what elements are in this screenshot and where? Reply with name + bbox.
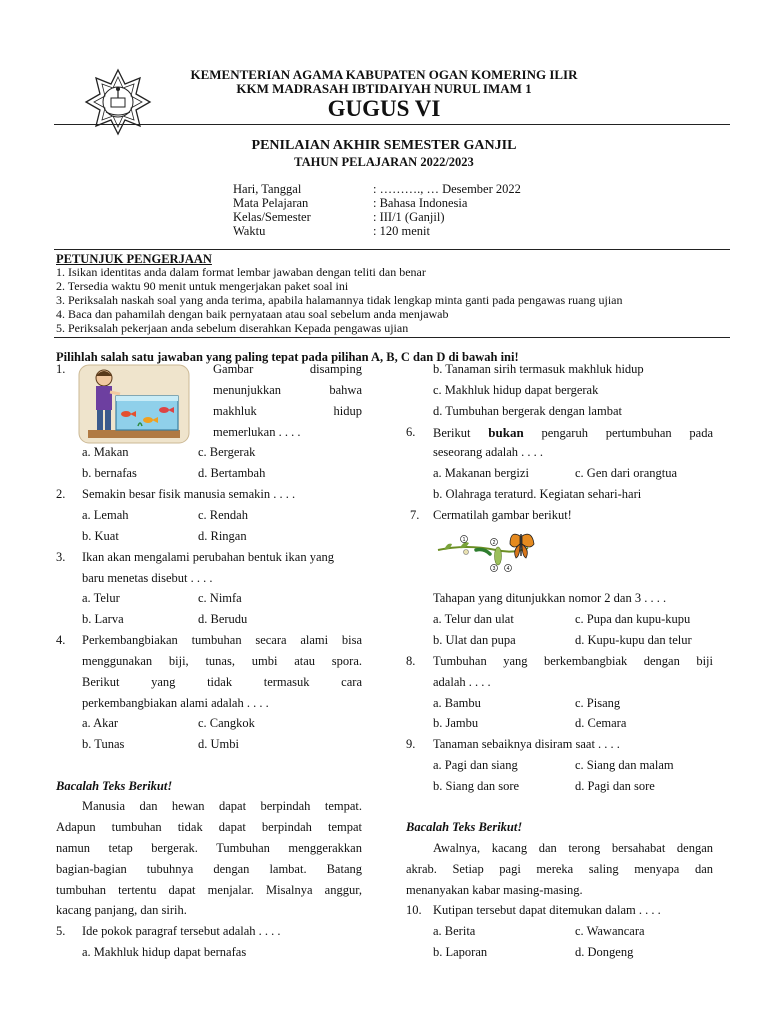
q1-option-a[interactable]: a. Makan — [82, 445, 129, 459]
q8-option-c[interactable]: c. Pisang — [575, 696, 621, 710]
q10-stem: Kutipan tersebut dapat ditemukan dalam . . . . — [433, 903, 661, 917]
q4-stem-line: Berikut yang tidak termasuk cara — [82, 675, 362, 689]
q1-aquarium-image — [78, 364, 190, 444]
petunjuk-item: 4. Baca dan pahamilah dengan baik pernyataan atau soal sebelum anda menjawab — [56, 307, 449, 321]
header-school: KKM MADRASAH IBTIDAIYAH NURUL IMAM 1 — [236, 81, 532, 96]
q7-stem: Cermatilah gambar berikut! — [433, 508, 572, 522]
q10-option-d[interactable]: d. Dongeng — [575, 945, 634, 959]
q7-option-c[interactable]: c. Pupa dan kupu-kupu — [575, 612, 691, 626]
q3-number: 3. — [56, 550, 66, 564]
petunjuk-item: 2. Tersedia waktu 90 menit untuk mengerjakan paket soal ini — [56, 279, 349, 293]
q1-option-d[interactable]: d. Bertambah — [198, 466, 266, 480]
header-gugus: GUGUS VI — [327, 96, 441, 121]
q4-stem-line: menggunakan biji, tunas, umbi atau spora. — [82, 654, 362, 668]
q5-number: 5. — [56, 924, 66, 938]
q1-number: 1. — [56, 362, 66, 376]
reading-line: kacang panjang, dan sirih. — [56, 903, 187, 917]
q7-question: Tahapan yang ditunjukkan nomor 2 dan 3 . . . . — [433, 591, 667, 605]
info-label: Kelas/Semester — [233, 210, 311, 224]
petunjuk-item: 3. Periksalah naskah soal yang anda terima, apabila halamannya tidak lengkap minta ganti pada pengawas ruang ujian — [56, 293, 623, 307]
reading-line: Awalnya, kacang dan terong bersahabat dengan — [433, 841, 713, 855]
q6-stem-line: seseorang adalah . . . . — [433, 445, 544, 459]
petunjuk-divider — [54, 337, 730, 338]
info-value: : III/1 (Ganjil) — [373, 210, 445, 224]
q9-option-c[interactable]: c. Siang dan malam — [575, 758, 674, 772]
petunjuk-title: PETUNJUK PENGERJAAN — [56, 252, 212, 266]
q2-number: 2. — [56, 487, 66, 501]
q5-option-a[interactable]: a. Makhluk hidup dapat bernafas — [82, 945, 247, 959]
q8-option-a[interactable]: a. Bambu — [433, 696, 481, 710]
q10-option-a[interactable]: a. Berita — [433, 924, 476, 938]
lifecycle-label: 1 — [462, 537, 466, 543]
info-value: : ………., … Desember 2022 — [373, 182, 521, 196]
q3-option-b[interactable]: b. Larva — [82, 612, 124, 626]
petunjuk-item: 5. Periksalah pekerjaan anda sebelum diserahkan Kepada pengawas ujian — [56, 321, 409, 335]
q7-butterfly-lifecycle-image — [436, 528, 540, 574]
lifecycle-label: 2 — [492, 540, 496, 546]
info-divider — [54, 249, 730, 250]
q2-stem: Semakin besar fisik manusia semakin . . . . — [82, 487, 296, 501]
reading-title-left: Bacalah Teks Berikut! — [56, 779, 173, 793]
q4-option-c[interactable]: c. Cangkok — [198, 716, 255, 730]
reading-line: Adapun tumbuhan tidak dapat berpindah tempat — [56, 820, 362, 834]
reading-line: Manusia dan hewan dapat berpindah tempat. — [82, 799, 362, 813]
q1-stem-line: memerlukan . . . . — [213, 425, 301, 439]
info-value: : Bahasa Indonesia — [373, 196, 468, 210]
q3-stem-line: Ikan akan mengalami perubahan bentuk ikan yang — [82, 550, 334, 564]
q7-option-d[interactable]: d. Kupu-kupu dan telur — [575, 633, 692, 647]
q6-option-c[interactable]: c. Gen dari orangtua — [575, 466, 678, 480]
q8-option-d[interactable]: d. Cemara — [575, 716, 627, 730]
reading-line: akrab. Setiap pagi mereka saling menyapa dan — [406, 862, 713, 876]
q2-option-b[interactable]: b. Kuat — [82, 529, 119, 543]
lifecycle-label: 3 — [492, 566, 496, 572]
q5-option-b[interactable]: b. Tanaman sirih termasuk makhluk hidup — [433, 362, 644, 376]
lifecycle-label: 4 — [506, 566, 510, 572]
q1-stem-line: makhluk hidup — [213, 404, 362, 418]
petunjuk-item: 1. Isikan identitas anda dalam format lembar jawaban dengan teliti dan benar — [56, 265, 426, 279]
q1-option-b[interactable]: b. bernafas — [82, 466, 137, 480]
info-label: Mata Pelajaran — [233, 196, 309, 210]
q9-option-b[interactable]: b. Siang dan sore — [433, 779, 520, 793]
q9-stem: Tanaman sebaiknya disiram saat . . . . — [433, 737, 620, 751]
q7-option-a[interactable]: a. Telur dan ulat — [433, 612, 514, 626]
q9-option-d[interactable]: d. Pagi dan sore — [575, 779, 655, 793]
q6-stem-line: Berikut bukan pengaruh pertumbuhan pada — [433, 425, 714, 440]
q1-stem-line: Gambar disamping — [213, 362, 362, 376]
reading-line: menanyakan kabar masing-masing. — [406, 883, 583, 897]
q9-option-a[interactable]: a. Pagi dan siang — [433, 758, 518, 772]
q10-option-b[interactable]: b. Laporan — [433, 945, 488, 959]
reading-line: namun tetap bergerak. Tumbuhan menggerakkan — [56, 841, 362, 855]
q1-option-c[interactable]: c. Bergerak — [198, 445, 256, 459]
header-divider — [54, 124, 730, 125]
q10-number: 10. — [406, 903, 422, 917]
q6-option-a[interactable]: a. Makanan bergizi — [433, 466, 529, 480]
q2-option-a[interactable]: a. Lemah — [82, 508, 129, 522]
instruction: Pilihlah salah satu jawaban yang paling tepat pada pilihan A, B, C dan D di bawah ini! — [56, 350, 519, 364]
q3-option-c[interactable]: c. Nimfa — [198, 591, 242, 605]
exam-year: TAHUN PELAJARAN 2022/2023 — [294, 155, 474, 169]
q4-number: 4. — [56, 633, 66, 647]
q4-option-d[interactable]: d. Umbi — [198, 737, 239, 751]
q7-option-b[interactable]: b. Ulat dan pupa — [433, 633, 516, 647]
reading-line: tumbuhan tertentu dapat menjalar. Misalnya anggur, — [56, 883, 362, 897]
info-label: Waktu — [233, 224, 266, 238]
q1-stem-line: menunjukkan bahwa — [213, 383, 362, 397]
q3-stem-line: baru menetas disebut . . . . — [82, 571, 213, 585]
q2-option-c[interactable]: c. Rendah — [198, 508, 248, 522]
q3-option-d[interactable]: d. Berudu — [198, 612, 248, 626]
q8-number: 8. — [406, 654, 416, 668]
info-value: : 120 menit — [373, 224, 430, 238]
q4-stem-line: perkembangbiakan alami adalah . . . . — [82, 696, 269, 710]
reading-line: bagian-bagian tubuhnya dengan lambat. Batang — [56, 862, 362, 876]
q3-option-a[interactable]: a. Telur — [82, 591, 120, 605]
q8-option-b[interactable]: b. Jambu — [433, 716, 479, 730]
q8-stem-line: adalah . . . . — [433, 675, 491, 689]
q6-number: 6. — [406, 425, 416, 439]
info-label: Hari, Tanggal — [233, 182, 302, 196]
header-ministry: KEMENTERIAN AGAMA KABUPATEN OGAN KOMERING ILIR — [190, 67, 578, 82]
q6-option-b[interactable]: b. Olahraga teraturd. Kegiatan sehari-hari — [433, 487, 642, 501]
q8-stem-line: Tumbuhan yang berkembangbiak dengan biji — [433, 654, 713, 668]
q4-stem-line: Perkembangbiakan tumbuhan secara alami bisa — [82, 633, 362, 647]
q7-number: 7. — [410, 508, 420, 522]
q10-option-c[interactable]: c. Wawancara — [575, 924, 645, 938]
q9-number: 9. — [406, 737, 416, 751]
reading-title-right: Bacalah Teks Berikut! — [406, 820, 523, 834]
q4-option-b[interactable]: b. Tunas — [82, 737, 125, 751]
q5-option-c[interactable]: c. Makhluk hidup dapat bergerak — [433, 383, 599, 397]
exam-title: PENILAIAN AKHIR SEMESTER GANJIL — [251, 138, 517, 153]
q5-stem: Ide pokok paragraf tersebut adalah . . . . — [82, 924, 281, 938]
q2-option-d[interactable]: d. Ringan — [198, 529, 247, 543]
q4-option-a[interactable]: a. Akar — [82, 716, 119, 730]
q5-option-d[interactable]: d. Tumbuhan bergerak dengan lambat — [433, 404, 622, 418]
